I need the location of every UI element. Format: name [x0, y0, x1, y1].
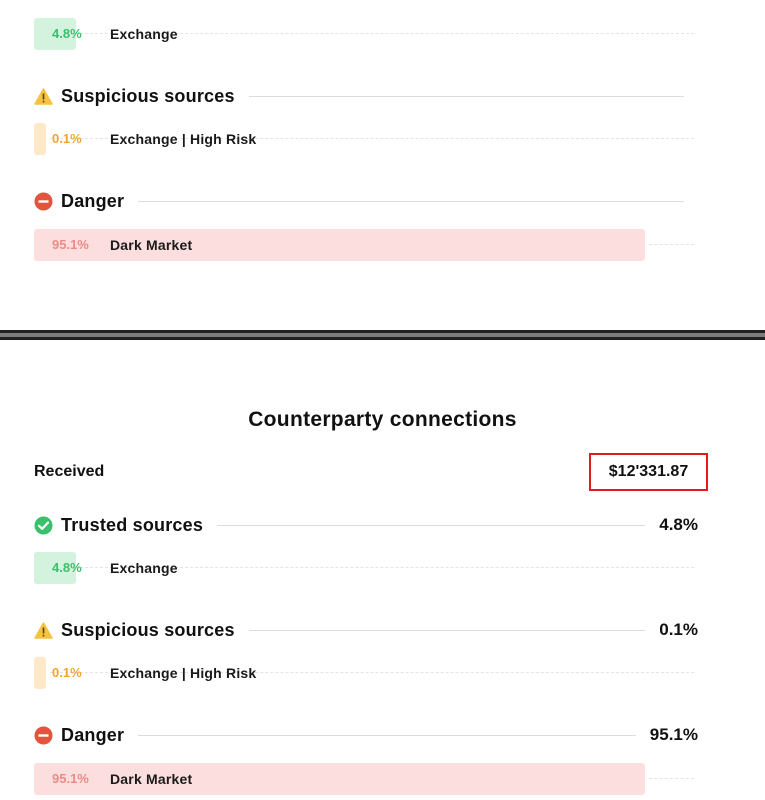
- entry-percentage: 4.8%: [52, 26, 82, 41]
- screenshot-divider: [0, 330, 765, 342]
- suspicious-entry-row[interactable]: [34, 657, 694, 689]
- header-divider-line: [217, 525, 645, 526]
- category-title: Suspicious sources: [61, 85, 235, 106]
- top-panel: [0, 0, 765, 330]
- danger-entry-row[interactable]: [34, 763, 694, 795]
- header-divider-line: [249, 630, 646, 631]
- danger-header: [34, 188, 698, 214]
- danger-entry-row[interactable]: [34, 229, 694, 261]
- header-divider-line: [138, 735, 636, 736]
- trusted-entry-row[interactable]: [34, 18, 694, 50]
- category-percentage: 4.8%: [659, 515, 698, 534]
- entry-label: Dark Market: [110, 237, 193, 253]
- entry-percentage: 0.1%: [52, 131, 82, 146]
- entry-percentage: 95.1%: [52, 771, 89, 786]
- suspicious-sources-header: [34, 83, 698, 109]
- received-amount-highlight: [589, 453, 708, 491]
- category-title: Danger: [61, 190, 125, 211]
- entry-dotted-line: [649, 778, 694, 779]
- entry-percentage: 95.1%: [52, 237, 89, 252]
- check-circle-icon: [34, 516, 53, 535]
- category-title: Danger: [61, 724, 125, 745]
- received-amount: $12'331.87: [608, 463, 689, 480]
- suspicious-sources-header: [34, 617, 698, 643]
- entry-label: Exchange | High Risk: [110, 131, 257, 147]
- minus-circle-icon: [34, 192, 53, 211]
- minus-circle-icon: [34, 726, 53, 745]
- entry-fill-bar: [34, 657, 46, 689]
- entry-label: Exchange: [110, 26, 178, 42]
- entry-label: Exchange: [110, 560, 178, 576]
- category-percentage: 0.1%: [659, 620, 698, 639]
- trusted-sources-header: [34, 512, 698, 538]
- danger-header: [34, 722, 698, 748]
- received-label: Received: [34, 463, 105, 480]
- warning-triangle-icon: [34, 87, 53, 106]
- warning-triangle-icon: [34, 621, 53, 640]
- entry-percentage: 0.1%: [52, 665, 82, 680]
- entry-label: Exchange | High Risk: [110, 665, 257, 681]
- entry-dotted-line: [649, 244, 694, 245]
- category-title: Trusted sources: [61, 514, 204, 535]
- section-title: Counterparty connections: [248, 408, 517, 431]
- category-title: Suspicious sources: [61, 619, 235, 640]
- header-divider-line: [249, 96, 684, 97]
- entry-percentage: 4.8%: [52, 560, 82, 575]
- trusted-entry-row[interactable]: [34, 552, 694, 584]
- header-divider-line: [138, 201, 684, 202]
- entry-fill-bar: [34, 123, 46, 155]
- category-percentage: 95.1%: [649, 725, 698, 744]
- suspicious-entry-row[interactable]: [34, 123, 694, 155]
- entry-label: Dark Market: [110, 771, 193, 787]
